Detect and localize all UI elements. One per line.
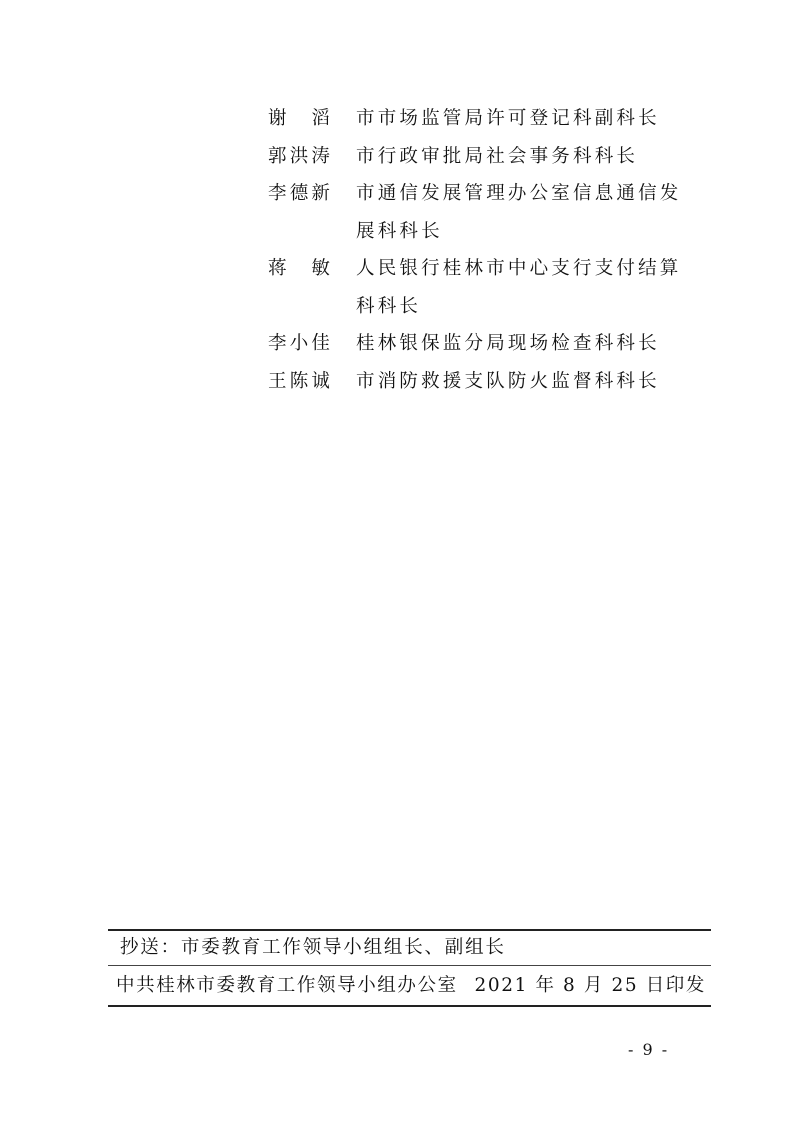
member-name: 蒋 敏 <box>268 258 334 279</box>
member-name: 李德新 <box>268 183 334 204</box>
member-name <box>268 213 356 251</box>
footer-top-rule <box>108 929 711 931</box>
issue-date: 2021 年 8 月 25 日印发 <box>474 975 706 996</box>
member-row-continuation <box>268 213 708 251</box>
member-row <box>268 325 708 363</box>
member-list <box>268 100 708 400</box>
member-row-continuation <box>268 288 708 326</box>
issue-line <box>116 971 710 1001</box>
member-row <box>268 363 708 401</box>
footer-bottom-rule <box>108 1005 711 1007</box>
member-title: 市市场监管局许可登记科副科长 <box>356 108 660 129</box>
footer-middle-rule <box>108 965 711 966</box>
page-number: - 9 - <box>628 1040 670 1059</box>
member-row <box>268 175 708 213</box>
member-title: 人民银行桂林市中心支行支付结算 <box>356 258 682 279</box>
issuer-name: 中共桂林市委教育工作领导小组办公室 <box>116 975 458 996</box>
member-name: 谢 滔 <box>268 108 334 129</box>
member-title: 市消防救援支队防火监督科科长 <box>356 370 660 392</box>
member-row <box>268 250 708 288</box>
member-title: 科科长 <box>356 295 422 317</box>
member-name: 郭洪涛 <box>268 145 334 167</box>
member-row <box>268 100 708 138</box>
member-title: 桂林银保监分局现场检查科科长 <box>356 333 660 354</box>
member-title: 展科科长 <box>356 220 443 242</box>
member-title: 市行政审批局社会事务科科长 <box>356 145 639 167</box>
member-name <box>268 288 356 326</box>
member-row <box>268 138 708 176</box>
member-name: 王陈诚 <box>268 370 334 392</box>
member-title: 市通信发展管理办公室信息通信发 <box>356 183 682 204</box>
member-name: 李小佳 <box>268 333 334 354</box>
cc-recipients: 抄送：市委教育工作领导小组组长、副组长 <box>120 937 506 958</box>
